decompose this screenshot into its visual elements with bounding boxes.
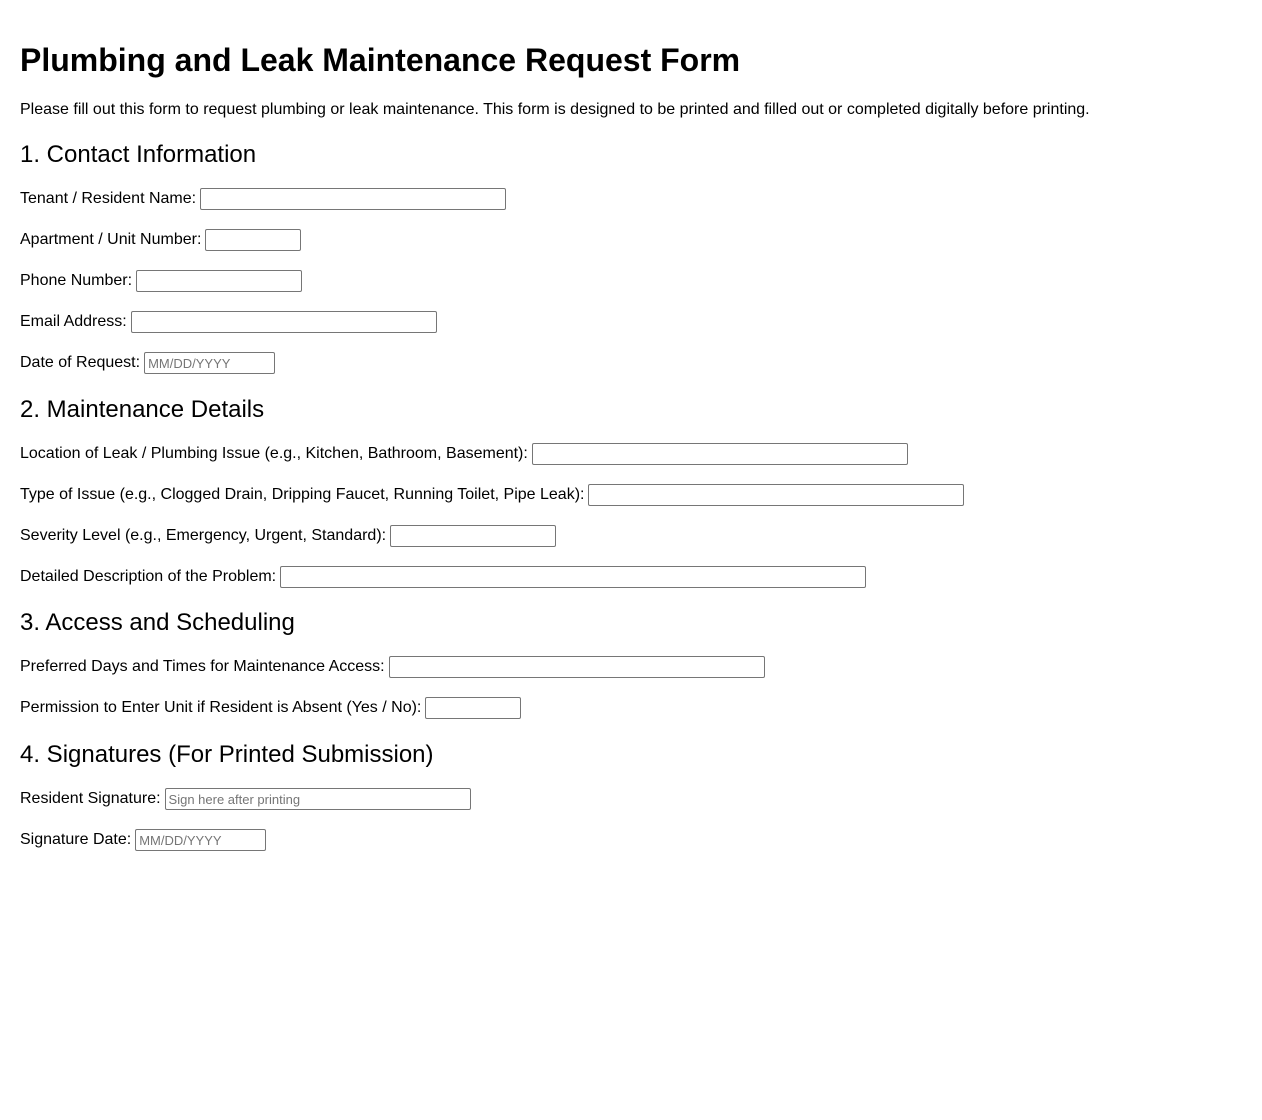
field-description: [20, 566, 866, 588]
field-phone: [20, 270, 302, 292]
tenant-name-label: Tenant / Resident Name:: [20, 190, 197, 207]
section-heading-signatures: 4. Signatures (For Printed Submission): [20, 741, 434, 768]
unit-number-input[interactable]: [205, 229, 301, 251]
field-issue-type: [20, 484, 964, 506]
request-date-input[interactable]: [144, 352, 275, 374]
preferred-times-input[interactable]: [389, 656, 765, 678]
field-unit-number: [20, 229, 301, 251]
field-tenant-name: [20, 188, 506, 210]
phone-input[interactable]: [136, 270, 302, 292]
section-heading-access: 3. Access and Scheduling: [20, 609, 295, 636]
unit-number-label: Apartment / Unit Number:: [20, 231, 202, 248]
issue-type-input[interactable]: [588, 484, 964, 506]
field-severity: [20, 525, 556, 547]
section-heading-contact: 1. Contact Information: [20, 141, 257, 168]
request-date-label: Date of Request:: [20, 354, 141, 371]
signature-date-label: Signature Date:: [20, 831, 132, 848]
tenant-name-input[interactable]: [200, 188, 506, 210]
field-email: [20, 311, 437, 333]
email-input[interactable]: [131, 311, 437, 333]
description-input[interactable]: [280, 566, 866, 588]
issue-location-input[interactable]: [532, 443, 908, 465]
field-request-date: [20, 352, 275, 374]
preferred-times-label: Preferred Days and Times for Maintenance Access:: [20, 658, 385, 675]
field-resident-signature: [20, 788, 471, 810]
phone-label: Phone Number:: [20, 272, 133, 289]
page-title: Plumbing and Leak Maintenance Request Form: [20, 42, 741, 78]
resident-signature-input[interactable]: [165, 788, 471, 810]
field-issue-location: [20, 443, 908, 465]
field-entry-permission: [20, 697, 521, 719]
severity-input[interactable]: [390, 525, 556, 547]
signature-date-input[interactable]: [135, 829, 266, 851]
email-label: Email Address:: [20, 313, 127, 330]
resident-signature-label: Resident Signature:: [20, 790, 161, 807]
severity-label: Severity Level (e.g., Emergency, Urgent, Standard):: [20, 527, 387, 544]
entry-permission-label: Permission to Enter Unit if Resident is Absent (Yes / No):: [20, 699, 422, 716]
form-intro: Please fill out this form to request plumbing or leak maintenance. This form is designed to be printed and filled out or completed digitally before printing.: [20, 101, 1090, 118]
issue-location-label: Location of Leak / Plumbing Issue (e.g., Kitchen, Bathroom, Basement):: [20, 445, 528, 462]
field-signature-date: [20, 829, 266, 851]
description-label: Detailed Description of the Problem:: [20, 568, 277, 585]
entry-permission-input[interactable]: [425, 697, 521, 719]
section-heading-maintenance: 2. Maintenance Details: [20, 396, 265, 423]
field-preferred-times: [20, 656, 765, 678]
issue-type-label: Type of Issue (e.g., Clogged Drain, Dripping Faucet, Running Toilet, Pipe Leak):: [20, 486, 585, 503]
